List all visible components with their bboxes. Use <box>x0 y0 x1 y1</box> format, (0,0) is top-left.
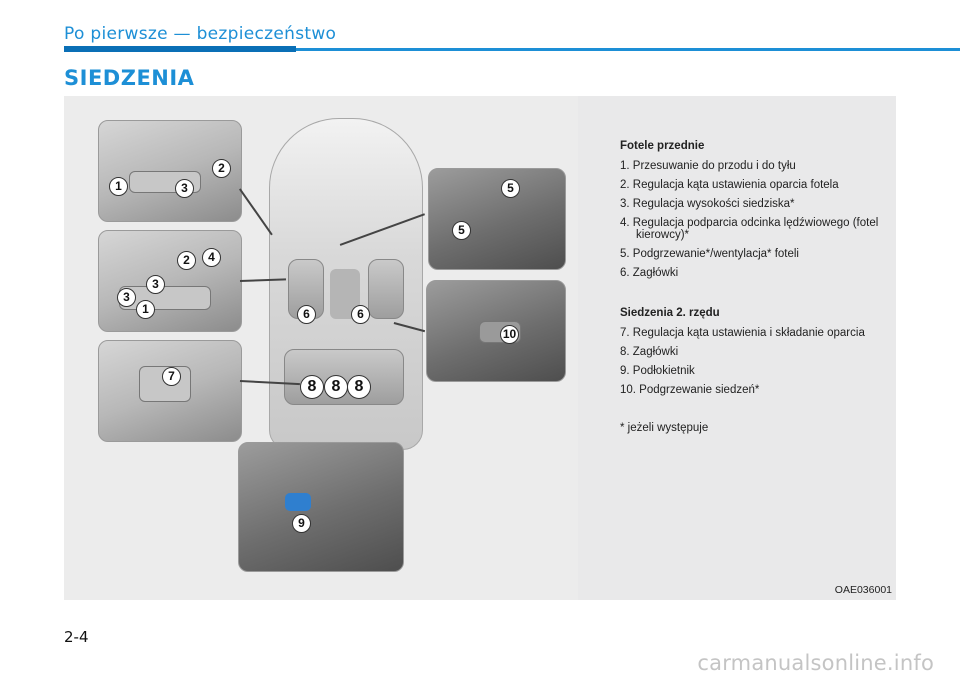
front-item-6: 6. Zagłówki <box>620 267 679 279</box>
callout-8-center: 8 <box>324 375 348 399</box>
rear-item-8: 8. Zagłówki <box>620 346 679 358</box>
callout-1b: 1 <box>136 300 155 319</box>
chapter-title: Po pierwsze — bezpieczeństwo <box>64 24 337 44</box>
legend-text <box>620 140 890 434</box>
front-item-1: 1. Przesuwanie do przodu i do tyłu <box>620 160 796 172</box>
callout-7: 7 <box>162 367 181 386</box>
panel-console-switches <box>428 168 566 270</box>
callout-4: 4 <box>202 248 221 267</box>
callout-8-right: 8 <box>347 375 371 399</box>
rear-item-7: 7. Regulacja kąta ustawienia i składanie oparcia <box>620 327 865 339</box>
rear-seats-heading: Siedzenia 2. rzędu <box>620 307 720 319</box>
callout-3b: 3 <box>117 288 136 307</box>
watermark: carmanualsonline.info <box>697 651 934 675</box>
footnote: * jeżeli występuje <box>620 422 709 434</box>
panel-power-seat-switches <box>98 230 242 332</box>
callout-9: 9 <box>292 514 311 533</box>
illustration-area <box>64 96 578 600</box>
callout-2: 2 <box>212 159 231 178</box>
rear-item-9: 9. Podłokietnik <box>620 365 695 377</box>
rear-seat <box>284 349 404 405</box>
image-code: OAE036001 <box>834 584 892 596</box>
seats-illustration <box>64 96 896 600</box>
callout-5b: 5 <box>452 221 471 240</box>
front-seats-heading: Fotele przednie <box>620 140 705 152</box>
header-divider-accent <box>64 46 296 52</box>
panel-rear-armrest <box>238 442 404 572</box>
front-item-2: 2. Regulacja kąta ustawienia oparcia fotela <box>620 179 839 191</box>
section-title: SIEDZENIA <box>64 66 195 90</box>
panel-rear-seatback-lever <box>98 340 242 442</box>
page-number: 2-4 <box>64 628 89 646</box>
callout-1: 1 <box>109 177 128 196</box>
callout-3c: 3 <box>146 275 165 294</box>
front-item-4: 4. Regulacja podparcia odcinka lędźwiowego (fotel kierowcy)* <box>620 217 879 241</box>
callout-10: 10 <box>500 325 519 344</box>
rear-item-10: 10. Podgrzewanie siedzeń* <box>620 384 760 396</box>
callout-2b: 2 <box>177 251 196 270</box>
armrest-arrow <box>285 493 311 511</box>
front-seat-right <box>368 259 404 319</box>
front-item-3: 3. Regulacja wysokości siedziska* <box>620 198 795 210</box>
panel-rear-heater-switch <box>426 280 566 382</box>
callout-3: 3 <box>175 179 194 198</box>
callout-6-left: 6 <box>297 305 316 324</box>
car-top-view <box>269 118 423 450</box>
callout-6-right: 6 <box>351 305 370 324</box>
callout-8-left: 8 <box>300 375 324 399</box>
callout-5: 5 <box>501 179 520 198</box>
front-item-5: 5. Podgrzewanie*/wentylacja* foteli <box>620 248 799 260</box>
leader-line <box>239 188 272 235</box>
